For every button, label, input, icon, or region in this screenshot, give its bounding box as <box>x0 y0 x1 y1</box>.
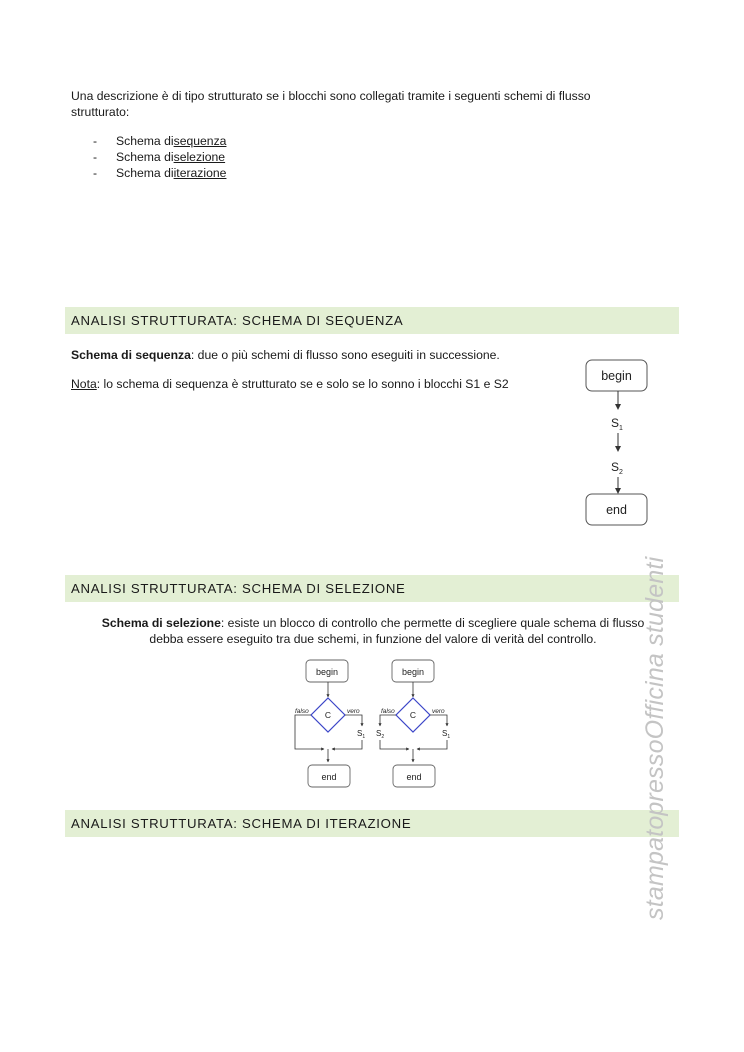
selection-diagram <box>290 656 480 792</box>
sequenza-definition <box>71 347 500 363</box>
s1-label: $S_1$ <box>611 416 623 432</box>
s1-label: $S_1$ <box>357 729 366 740</box>
list-item-term: iterazione <box>173 166 227 180</box>
selezione-definition <box>84 615 662 647</box>
end-label: end <box>606 503 627 517</box>
watermark: stampatopressoOfficina studenti <box>641 556 669 920</box>
begin-label: begin <box>401 667 425 677</box>
list-item-prefix: Schema di <box>116 166 174 180</box>
section-heading-selezione: ANALISI STRUTTURATA: SCHEMA DI SELEZIONE <box>65 575 679 602</box>
section-heading-sequenza: ANALISI STRUTTURATA: SCHEMA DI SEQUENZA <box>65 307 679 334</box>
list-item-prefix: Schema di <box>116 150 174 164</box>
begin-label: begin <box>601 369 632 383</box>
end-label: end <box>406 772 422 782</box>
s2-label: $S_2$ <box>611 460 623 476</box>
condition-label: C <box>409 710 417 720</box>
list-bullet: - <box>93 150 98 164</box>
list-item <box>93 149 226 165</box>
list-item-term: sequenza <box>173 134 227 148</box>
s1-label: $S_1$ <box>442 729 451 740</box>
note-label: Nota <box>71 377 97 391</box>
definition-text: : esiste un blocco di controllo che permette di scegliere quale schema di flusso debba essere eseguito tra due schemi, in funzione del valore di verità del controllo. <box>149 616 645 646</box>
note-text: : lo schema di sequenza è strutturato se e solo se lo sonno i blocchi S1 e S2 <box>96 377 509 391</box>
end-label: end <box>321 772 337 782</box>
condition-label: C <box>324 710 332 720</box>
selection-diagram-right <box>376 660 450 787</box>
definition-term: Schema di sequenza <box>71 348 191 362</box>
definition-term: Schema di selezione <box>101 616 221 630</box>
list-item <box>93 133 226 149</box>
sequence-diagram <box>580 355 655 530</box>
begin-label: begin <box>315 667 339 677</box>
vero-label: vero <box>432 708 445 715</box>
list-item-term: selezione <box>173 150 226 164</box>
list-bullet: - <box>93 166 98 180</box>
falso-label: falso <box>381 708 395 715</box>
schema-list <box>93 133 226 181</box>
sequenza-note <box>71 376 509 392</box>
list-item <box>93 165 226 181</box>
intro-paragraph: Una descrizione è di tipo strutturato se i blocchi sono collegati tramite i seguenti schemi di flusso strutturato: <box>71 89 591 119</box>
list-item-prefix: Schema di <box>116 134 174 148</box>
vero-label: vero <box>347 708 360 715</box>
section-heading-iterazione: ANALISI STRUTTURATA: SCHEMA DI ITERAZIONE <box>65 810 679 837</box>
selection-diagram-left <box>295 660 365 787</box>
list-bullet: - <box>93 134 98 148</box>
definition-text: : due o più schemi di flusso sono eseguiti in successione. <box>190 348 500 362</box>
s2-label: $S_2$ <box>376 729 385 740</box>
falso-label: falso <box>295 708 309 715</box>
